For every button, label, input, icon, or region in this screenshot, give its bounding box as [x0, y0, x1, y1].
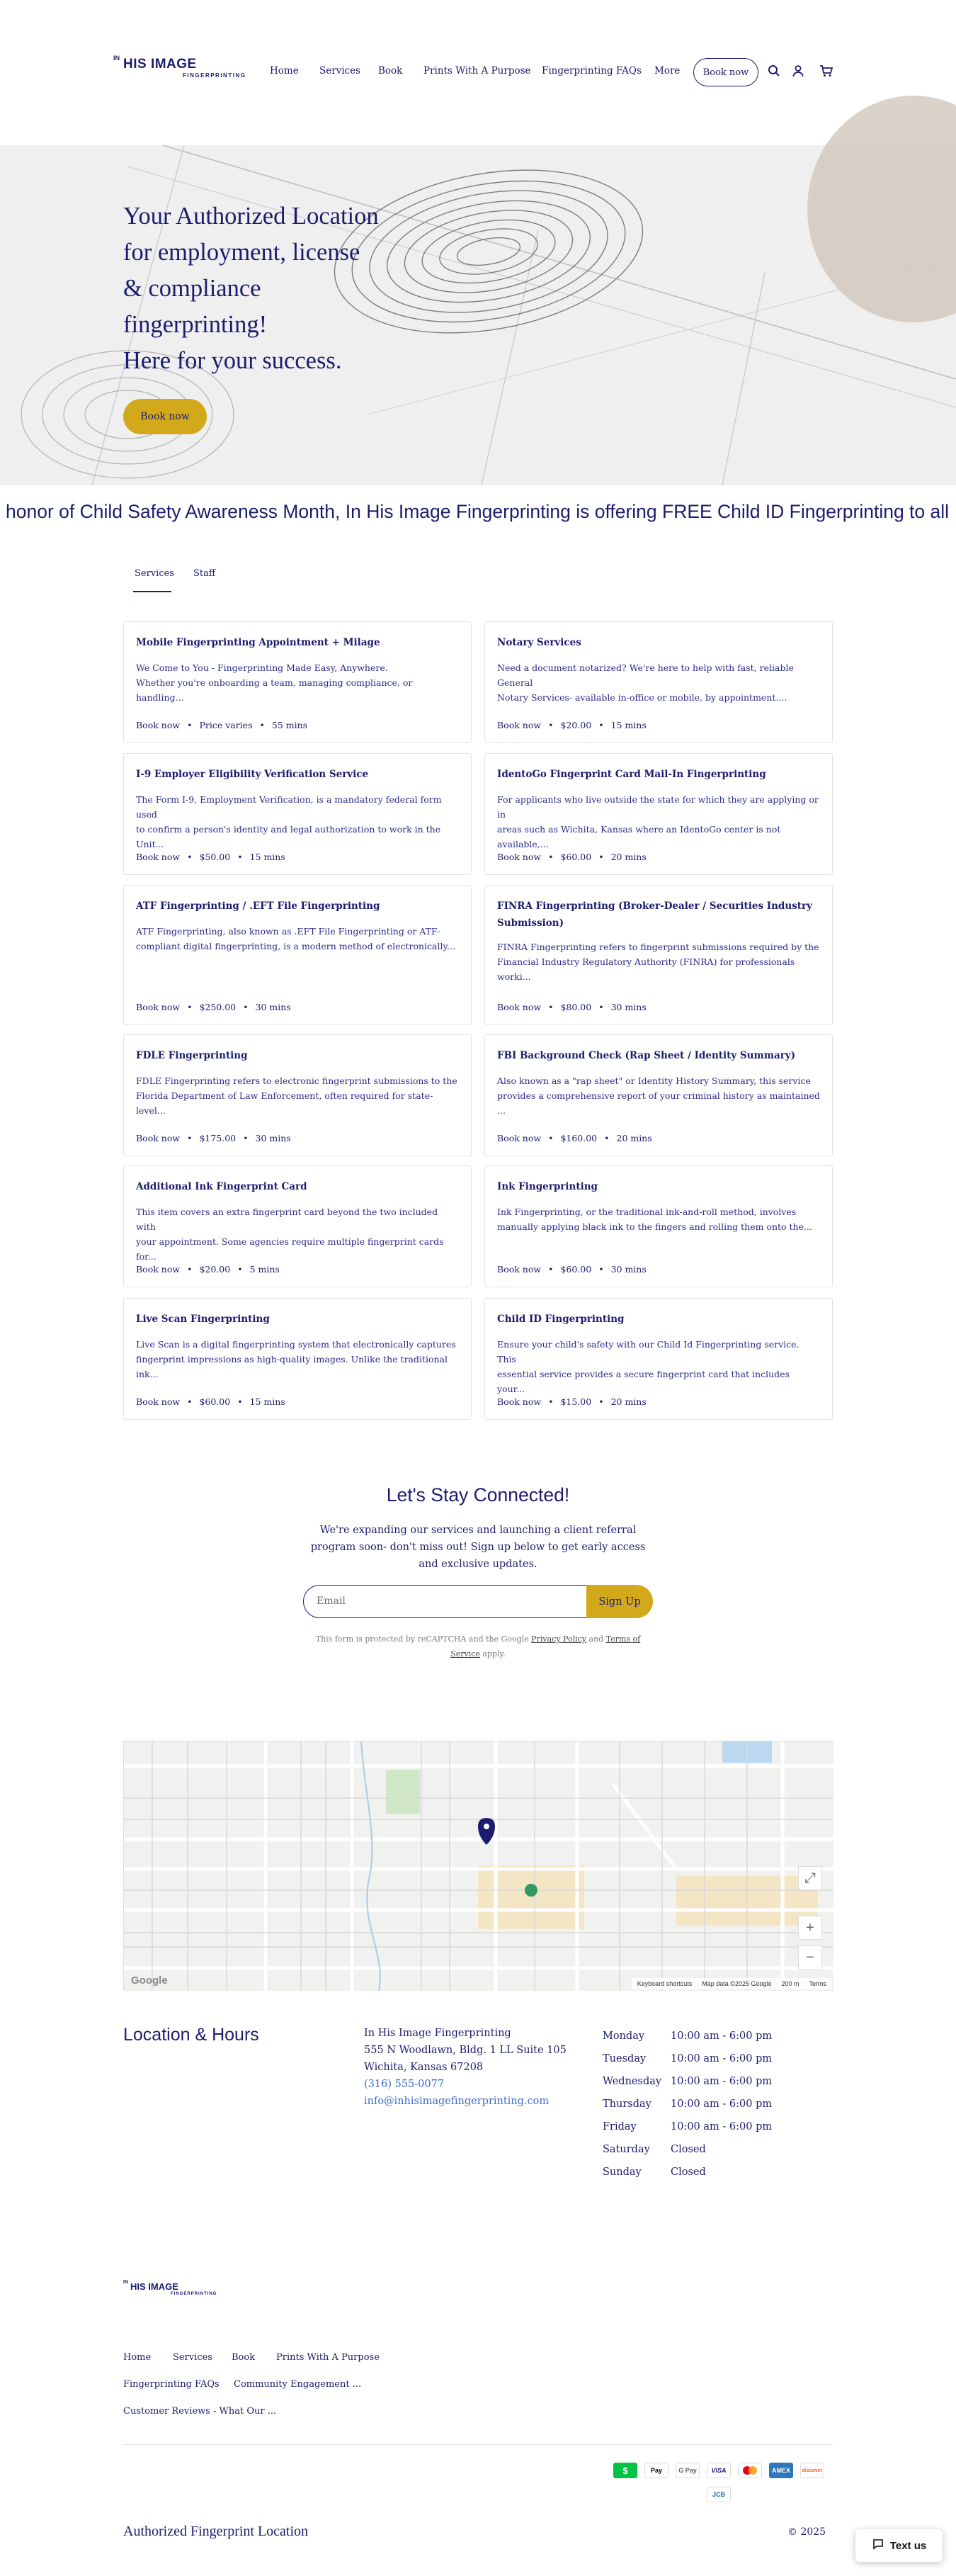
- footer-link-fingerprinting-faqs[interactable]: Fingerprinting FAQs: [123, 2379, 220, 2390]
- service-description: Live Scan is a digital fingerprinting system that electronically captures fingerprint impressions as high-quality images. Unlike the traditional ink...: [136, 1339, 456, 1379]
- nav-more[interactable]: More: [654, 65, 681, 77]
- location-map[interactable]: [123, 1741, 833, 1990]
- service-description: ATF Fingerprinting, also known as .EFT File Fingerprinting or ATF- compliant digital fingerprinting, is a modern method of electronically...: [136, 926, 455, 951]
- logo-subtitle: FINGERPRINTING: [183, 72, 246, 79]
- privacy-policy-link[interactable]: Privacy Policy: [531, 1634, 587, 1644]
- hours-time: 10:00 am - 6:00 pm: [671, 2053, 773, 2064]
- map-terms-link[interactable]: Terms: [809, 1980, 826, 1987]
- hours-row: [603, 2138, 772, 2161]
- hours-time: 10:00 am - 6:00 pm: [671, 2121, 773, 2132]
- discover-icon: discover: [800, 2463, 824, 2478]
- service-title[interactable]: FBI Background Check (Rap Sheet / Identity Summary): [497, 1050, 796, 1061]
- hours-time: 10:00 am - 6:00 pm: [671, 2098, 773, 2110]
- hours-row: [603, 2093, 772, 2115]
- hours-row: [603, 2025, 772, 2047]
- hours-day: Thursday: [603, 2098, 651, 2110]
- service-description: This item covers an extra fingerprint card beyond the two included with your appointment. Some agencies require multiple fingerprint cards for...: [136, 1207, 444, 1262]
- separator-dot: •: [604, 1133, 610, 1143]
- footer-link-services[interactable]: Services: [173, 2352, 212, 2363]
- address-block: [364, 2025, 567, 2110]
- hours-day: Sunday: [603, 2167, 642, 2178]
- service-book-now-link[interactable]: Book now: [497, 720, 542, 730]
- service-meta: [136, 1396, 285, 1407]
- separator-dot: •: [259, 720, 265, 730]
- service-duration: 30 mins: [255, 1133, 291, 1143]
- service-duration: 55 mins: [271, 720, 308, 730]
- service-card[interactable]: [123, 885, 472, 1025]
- service-description: Ensure your child's safety with our Child Id Fingerprinting service. This essential service provides a secure fingerprint card that includes your...: [497, 1339, 799, 1394]
- email-field[interactable]: Email: [303, 1585, 586, 1618]
- apple-pay-icon: Pay: [644, 2463, 668, 2478]
- service-card[interactable]: [484, 885, 833, 1025]
- service-title[interactable]: IdentoGo Fingerprint Card Mail-In Fingerprinting: [497, 769, 766, 780]
- business-name: In His Image Fingerprinting: [364, 2028, 511, 2039]
- service-card[interactable]: [123, 753, 472, 875]
- city-address: Wichita, Kansas 67208: [364, 2062, 484, 2073]
- search-icon[interactable]: [767, 64, 781, 78]
- street-address: 555 N Woodlawn, Bldg. 1 LL Suite 105: [364, 2045, 567, 2056]
- map-tiles: [124, 1741, 833, 1991]
- logo-in: IN: [113, 55, 120, 62]
- separator-dot: •: [548, 720, 554, 730]
- service-price: $60.00: [560, 1264, 592, 1275]
- service-card[interactable]: [123, 1165, 472, 1287]
- service-meta: [136, 1264, 280, 1275]
- service-duration: 30 mins: [255, 1002, 291, 1012]
- amex-icon: AMEX: [769, 2463, 793, 2478]
- hours-row: [603, 2070, 772, 2093]
- location-heading: Location & Hours: [123, 2025, 259, 2045]
- service-title[interactable]: FDLE Fingerprinting: [136, 1050, 248, 1061]
- service-price: $80.00: [560, 1002, 592, 1012]
- service-duration: 20 mins: [610, 1396, 647, 1407]
- service-price: $20.00: [199, 1264, 231, 1275]
- jcb-icon: JCB: [707, 2487, 731, 2502]
- separator-dot: •: [243, 1133, 249, 1143]
- service-price: $50.00: [199, 852, 231, 862]
- separator-dot: •: [237, 1264, 243, 1275]
- separator-dot: •: [243, 1002, 249, 1012]
- recaptcha-apply: apply.: [479, 1649, 506, 1659]
- service-price: Price varies: [199, 720, 253, 730]
- footer-brand-tagline: Authorized Fingerprint Location: [123, 2524, 309, 2539]
- service-duration: 20 mins: [610, 852, 647, 862]
- separator-dot: •: [187, 1264, 193, 1275]
- service-description: Also known as a "rap sheet" or Identity History Summary, this service provides a comprehensive report of your criminal history as maintained ...: [497, 1075, 820, 1116]
- separator-dot: •: [598, 852, 604, 862]
- service-duration: 15 mins: [249, 852, 285, 862]
- phone-link[interactable]: (316) 555-0077: [364, 2079, 445, 2090]
- google-logo: Google: [131, 1975, 168, 1987]
- service-price: $160.00: [560, 1133, 598, 1143]
- service-card[interactable]: [484, 1298, 833, 1420]
- footer-logo-wordmark: HIS IMAGE: [130, 2281, 178, 2292]
- service-meta: [136, 1002, 291, 1012]
- service-price: $15.00: [560, 1396, 592, 1407]
- footer-link-prints-with-a-purpose[interactable]: Prints With A Purpose: [276, 2352, 380, 2363]
- recaptcha-text: This form is protected by reCAPTCHA and the Google: [315, 1634, 532, 1644]
- separator-dot: •: [187, 1133, 193, 1143]
- site-header: [0, 0, 956, 145]
- nav-services[interactable]: Services: [319, 65, 361, 77]
- service-price: $175.00: [199, 1133, 237, 1143]
- hours-day: Wednesday: [603, 2076, 662, 2087]
- service-title[interactable]: Live Scan Fingerprinting: [136, 1314, 270, 1325]
- hero-book-now-button[interactable]: Book now: [123, 399, 207, 434]
- service-book-now-link[interactable]: Book now: [497, 1396, 542, 1407]
- service-book-now-link[interactable]: Book now: [497, 852, 542, 862]
- map-data-credit: Map data ©2025 Google: [702, 1980, 772, 1987]
- hero-title: Your Authorized Location for employment, license & compliance fingerprinting! Here for your success.: [123, 203, 379, 374]
- newsletter-title: Let's Stay Connected!: [386, 1484, 570, 1506]
- hours-time: 10:00 am - 6:00 pm: [671, 2076, 773, 2087]
- hours-row: [603, 2047, 772, 2070]
- service-title[interactable]: ATF Fingerprinting / .EFT File Fingerprinting: [136, 900, 380, 912]
- service-duration: 30 mins: [610, 1264, 647, 1275]
- service-meta: [136, 720, 307, 730]
- logo-wordmark: HIS IMAGE: [123, 57, 197, 72]
- service-book-now-link[interactable]: Book now: [136, 852, 181, 862]
- service-description: For applicants who live outside the state for which they are applying or in areas such as Wichita, Kansas where an IdentoGo center is not available,...: [497, 794, 819, 849]
- nav-home[interactable]: Home: [270, 65, 299, 77]
- separator-dot: •: [548, 1133, 554, 1143]
- separator-dot: •: [187, 720, 193, 730]
- service-card[interactable]: [484, 1165, 833, 1287]
- service-meta: [497, 1264, 647, 1275]
- map-scale: 200 m: [781, 1980, 799, 1987]
- separator-dot: •: [598, 1264, 604, 1275]
- announcement-marquee: [0, 485, 956, 538]
- hours-day: Tuesday: [603, 2053, 647, 2064]
- hours-time: Closed: [671, 2144, 706, 2155]
- zoom-out-button[interactable]: −: [798, 1945, 822, 1970]
- tab-staff[interactable]: Staff: [193, 568, 216, 579]
- hours-time: Closed: [671, 2167, 706, 2178]
- nav-book[interactable]: Book: [378, 65, 403, 77]
- footer-link-customer-reviews[interactable]: Customer Reviews - What Our ...: [123, 2406, 277, 2417]
- header-book-now-button[interactable]: Book now: [693, 58, 758, 86]
- email-link[interactable]: info@inhisimagefingerprinting.com: [364, 2096, 550, 2107]
- service-duration: 20 mins: [616, 1133, 652, 1143]
- cart-icon[interactable]: [819, 64, 833, 78]
- separator-dot: •: [237, 852, 243, 862]
- separator-dot: •: [548, 852, 554, 862]
- service-price: $20.00: [560, 720, 592, 730]
- text-us-button[interactable]: [855, 2529, 943, 2562]
- service-book-now-link[interactable]: Book now: [497, 1133, 542, 1143]
- hours-day: Saturday: [603, 2144, 650, 2155]
- service-title[interactable]: Mobile Fingerprinting Appointment + Milage: [136, 637, 380, 648]
- recaptcha-and: and: [586, 1634, 606, 1644]
- hours-row: [603, 2115, 772, 2138]
- service-book-now-link[interactable]: Book now: [136, 1264, 181, 1275]
- service-meta: [497, 1002, 647, 1012]
- service-meta: [497, 852, 647, 862]
- business-hours: [603, 2025, 772, 2184]
- keyboard-shortcuts-link[interactable]: Keyboard shortcuts: [637, 1980, 693, 1987]
- service-duration: 15 mins: [249, 1396, 285, 1407]
- service-description: Ink Fingerprinting, or the traditional ink-and-roll method, involves manually applying black ink to the fingers and rolling them onto the...: [497, 1207, 812, 1232]
- footer-logo-in: IN: [123, 2280, 128, 2285]
- footer-link-book[interactable]: Book: [232, 2352, 256, 2363]
- service-card[interactable]: [123, 1034, 472, 1156]
- service-title[interactable]: Ink Fingerprinting: [497, 1181, 598, 1192]
- service-title[interactable]: I-9 Employer Eligibility Verification Service: [136, 769, 369, 780]
- separator-dot: •: [237, 1396, 243, 1407]
- separator-dot: •: [187, 1002, 193, 1012]
- google-pay-icon: G Pay: [676, 2463, 700, 2478]
- service-description: Need a document notarized? We're here to help with fast, reliable General Notary Services- available in-office or mobile, by appointment....: [497, 662, 794, 703]
- terms-of-service-link[interactable]: Terms of Service: [450, 1634, 641, 1659]
- chat-icon: [872, 2538, 884, 2553]
- service-title[interactable]: Child ID Fingerprinting: [497, 1314, 625, 1325]
- service-description: FINRA Fingerprinting refers to fingerprint submissions required by the Financial Industry Regulatory Authority (FINRA) for professionals worki...: [497, 942, 819, 982]
- service-book-now-link[interactable]: Book now: [497, 1264, 542, 1275]
- service-book-now-link[interactable]: Book now: [497, 1002, 542, 1012]
- newsletter-description: We're expanding our services and launching a client referral program soon- don't miss out! Sign up below to get early access and exclusive updates.: [310, 1525, 646, 1570]
- hero-banner: [0, 145, 956, 485]
- site-logo[interactable]: [113, 57, 255, 85]
- service-description: We Come to You - Fingerprinting Made Easy, Anywhere. Whether you're onboarding a team, managing compliance, or handling...: [136, 662, 413, 703]
- fullscreen-button[interactable]: ⤢: [798, 1866, 822, 1890]
- separator-dot: •: [598, 720, 604, 730]
- service-duration: 5 mins: [249, 1264, 280, 1275]
- service-card[interactable]: [123, 1298, 472, 1420]
- separator-dot: •: [548, 1264, 554, 1275]
- service-duration: 15 mins: [610, 720, 647, 730]
- copyright: © 2025: [787, 2526, 826, 2538]
- service-book-now-link[interactable]: Book now: [136, 1396, 181, 1407]
- cash-app-icon: $: [613, 2463, 637, 2478]
- visa-icon: VISA: [707, 2463, 731, 2478]
- active-tab-indicator: [133, 591, 171, 592]
- nav-prints-with-a-purpose[interactable]: Prints With A Purpose: [423, 65, 531, 77]
- footer-link-home[interactable]: Home: [123, 2352, 152, 2363]
- mastercard-icon: [738, 2463, 762, 2478]
- footer-divider: [123, 2444, 833, 2445]
- service-book-now-link[interactable]: Book now: [136, 720, 181, 730]
- service-price: $60.00: [199, 1396, 231, 1407]
- hours-day: Friday: [603, 2121, 637, 2132]
- service-card[interactable]: [123, 621, 472, 743]
- service-price: $60.00: [560, 852, 592, 862]
- separator-dot: •: [548, 1396, 554, 1407]
- nav-fingerprinting-faqs[interactable]: Fingerprinting FAQs: [542, 65, 642, 77]
- separator-dot: •: [187, 852, 193, 862]
- service-card[interactable]: [484, 621, 833, 743]
- service-meta: [136, 852, 285, 862]
- footer-logo[interactable]: [123, 2281, 229, 2303]
- service-book-now-link[interactable]: Book now: [136, 1133, 181, 1143]
- hours-day: Monday: [603, 2030, 645, 2042]
- zoom-in-button[interactable]: +: [798, 1916, 822, 1940]
- services-tabs: [123, 560, 833, 595]
- text-us-label: Text us: [889, 2539, 927, 2552]
- separator-dot: •: [187, 1396, 193, 1407]
- service-card[interactable]: [484, 1034, 833, 1156]
- service-title[interactable]: Additional Ink Fingerprint Card: [136, 1181, 307, 1192]
- account-icon[interactable]: [791, 64, 805, 78]
- service-description: FDLE Fingerprinting refers to electronic fingerprint submissions to the Florida Department of Law Enforcement, often required for state-level...: [136, 1075, 457, 1116]
- hours-row: [603, 2161, 772, 2184]
- footer-logo-subtitle: FINGERPRINTING: [171, 2292, 217, 2296]
- recaptcha-notice: [301, 1632, 655, 1661]
- hours-time: 10:00 am - 6:00 pm: [671, 2030, 773, 2042]
- service-description: The Form I-9, Employment Verification, is a mandatory federal form used to confirm a person's identity and legal authorization to work in the Unit...: [136, 794, 442, 849]
- separator-dot: •: [598, 1002, 604, 1012]
- service-meta: [497, 1396, 647, 1407]
- service-book-now-link[interactable]: Book now: [136, 1002, 181, 1012]
- separator-dot: •: [548, 1002, 554, 1012]
- service-card[interactable]: [484, 753, 833, 875]
- service-duration: 30 mins: [610, 1002, 647, 1012]
- service-title[interactable]: FINRA Fingerprinting (Broker-Dealer / Securities Industry Submission): [497, 900, 812, 929]
- footer-link-community-engagement[interactable]: Community Engagement ...: [234, 2379, 362, 2390]
- separator-dot: •: [598, 1396, 604, 1407]
- service-title[interactable]: Notary Services: [497, 637, 581, 648]
- sign-up-button[interactable]: Sign Up: [586, 1585, 653, 1618]
- tab-services[interactable]: Services: [135, 568, 174, 579]
- map-footer: [632, 1978, 832, 1989]
- announcement-text: honor of Child Safety Awareness Month, In His Image Fingerprinting is offering FREE Child ID Fingerprinting to all: [6, 501, 950, 522]
- service-price: $250.00: [199, 1002, 237, 1012]
- service-meta: [497, 720, 647, 730]
- service-meta: [136, 1133, 291, 1143]
- service-meta: [497, 1133, 652, 1143]
